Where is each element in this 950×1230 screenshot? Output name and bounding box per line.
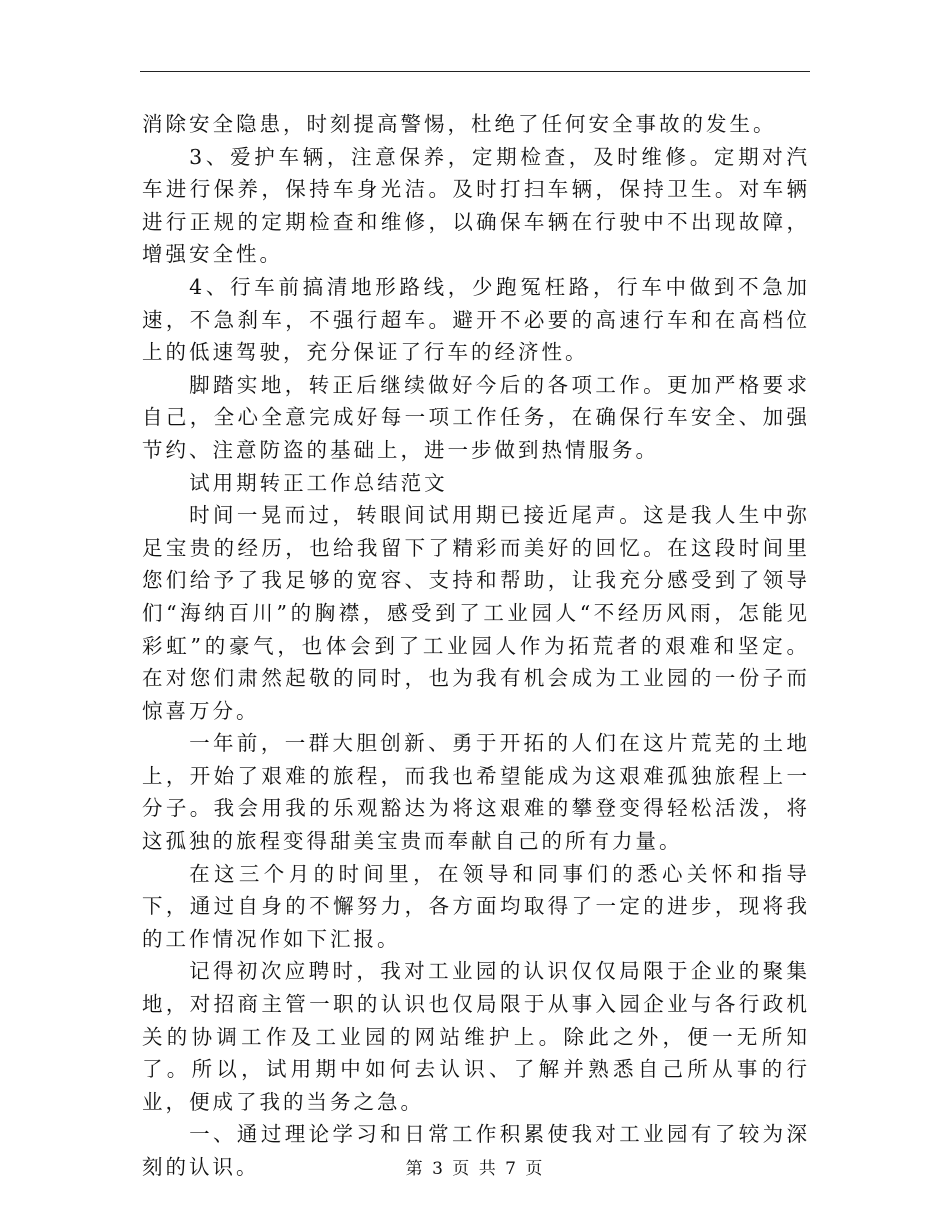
body-text [142, 108, 810, 1184]
paragraph: 一、通过理论学习和日常工作积累使我对工业园有了较为深刻的认识。 [142, 1122, 810, 1179]
section-title: 试用期转正工作总结范文 [189, 470, 448, 495]
paragraph: 3、爱护车辆，注意保养，定期检查，及时维修。定期对汽车进行保养，保持车身光洁。及时打扫车辆，保持卫生。对车辆进行正规的定期检查和维修，以确保车辆在行驶中不出现故障，增强安全性。 [142, 144, 810, 267]
header-rule [140, 71, 810, 72]
paragraph: 消除安全隐患，时刻提高警惕，杜绝了任何安全事故的发生。 [142, 112, 777, 136]
paragraph: 一年前，一群大胆创新、勇于开拓的人们在这片荒芜的土地上，开始了艰难的旅程，而我也希望能成为这艰难孤独旅程上一分子。我会用我的乐观豁达为将这艰难的攀登变得轻松活泼，将这孤独的旅程变得甜美宝贵而奉献自己的所有力量。 [142, 731, 810, 854]
paragraph: 时间一晃而过，转眼间试用期已接近尾声。这是我人生中弥足宝贵的经历，也给我留下了精彩而美好的回忆。在这段时间里您们给予了我足够的宽容、支持和帮助，让我充分感受到了领导们“海纳百川”的胸襟，感受到了工业园人“不经历风雨，怎能见彩虹”的豪气，也体会到了工业园人作为拓荒者的艰难和坚定。在对您们肃然起敬的同时，也为我有机会成为工业园的一份子而惊喜万分。 [142, 503, 810, 723]
paragraph: 脚踏实地，转正后继续做好今后的各项工作。更加严格要求自己，全心全意完成好每一项工作任务，在确保行车安全、加强节约、注意防盗的基础上，进一步做到热情服务。 [142, 372, 810, 462]
paragraph: 4、行车前搞清地形路线，少跑冤枉路，行车中做到不急加速，不急刹车，不强行超车。避开不必要的高速行车和在高档位上的低速驾驶，充分保证了行车的经济性。 [142, 274, 810, 365]
paragraph: 在这三个月的时间里，在领导和同事们的悉心关怀和指导下，通过自身的不懈努力，各方面均取得了一定的进步，现将我的工作情况作如下汇报。 [142, 861, 810, 951]
paragraph: 记得初次应聘时，我对工业园的认识仅仅局限于企业的聚集地，对招商主管一职的认识也仅局限于从事入园企业与各行政机关的协调工作及工业园的网站维护上。除此之外，便一无所知了。所以，试用期中如何去认识、了解并熟悉自己所从事的行业，便成了我的当务之急。 [142, 959, 810, 1114]
page-number-footer: 第 3 页 共 7 页 [405, 1159, 545, 1179]
